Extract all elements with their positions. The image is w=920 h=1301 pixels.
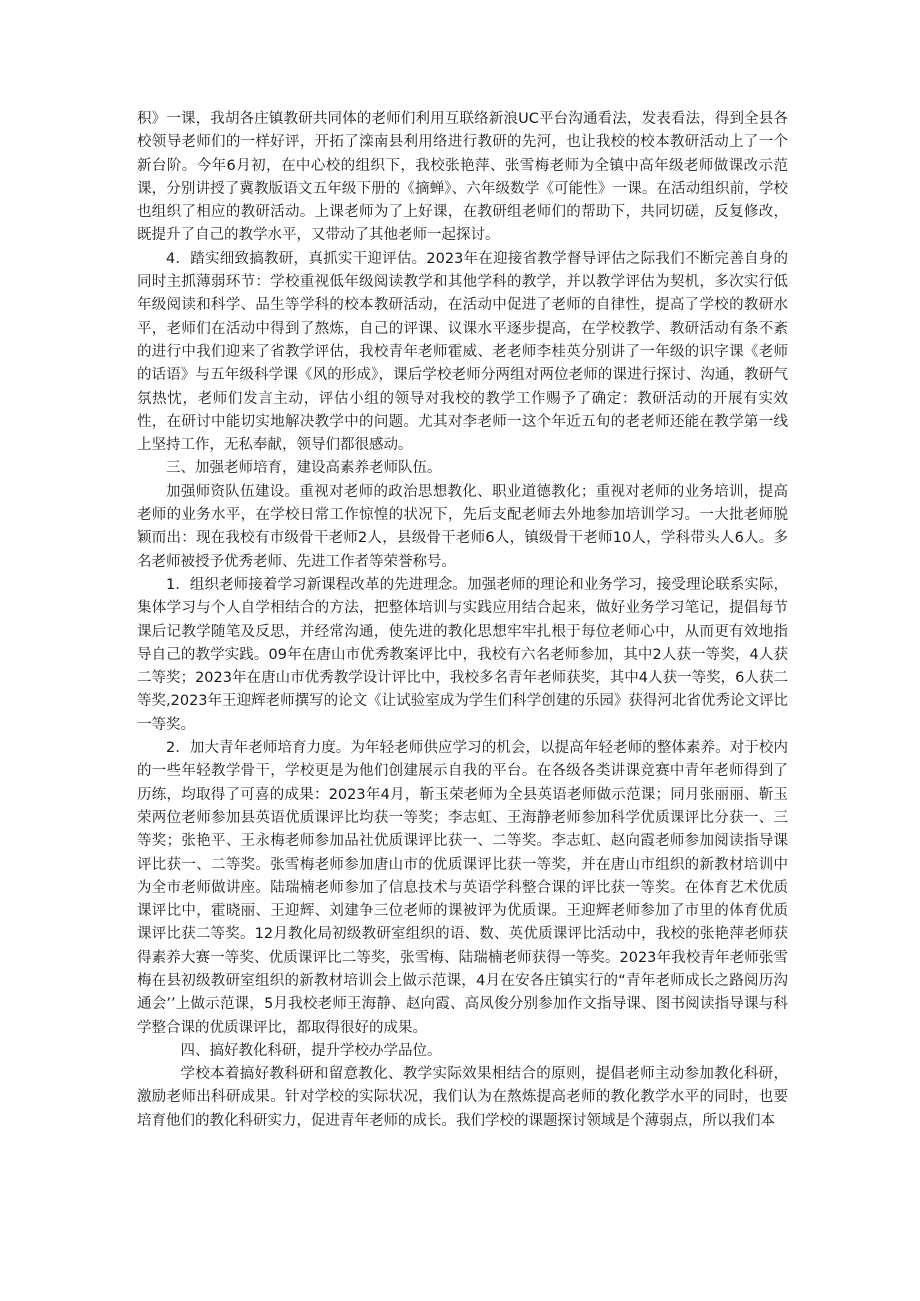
section-heading-research: 四、搞好教化科研，提升学校办学品位。 (180, 1042, 442, 1059)
paragraph-new-curriculum: 1．组织老师接着学习新课程改革的先进理念。加强老师的理论和业务学习，接受理论联系实际，集体学习与个人自学相结合的方法，把整体培训与实践应用结合起来，做好业务学习笔记，提倡每节课后记教学随笔及反思，并经常沟通，使先进的教化思想牢牢扎根于每位老师心中，从而更有效地指导自己的教学实践。09年在唐山市优秀教案评比中，我校有六名老师参加，其中2人获一等奖，4人获二等奖；2023年在唐山市优秀教学设计评比中，我校多名青年老师获奖，其中4人获一等奖，6人获二等奖,2023年王迎辉老师撰写的论文《让试验室成为学生们科学创建的乐园》获得河北省优秀论文评比一等奖。 (137, 576, 788, 733)
paragraph-research-principles: 学校本着搞好教科研和留意教化、教学实际效果相结合的原则，提倡老师主动参加教化科研，激励老师出科研成果。针对学校的实际状况，我们认为在熬炼提高老师的教化教学水平的同时，也要培育他们的教化科研实力，促进青年老师的成长。我们学校的课题探讨领域是个薄弱点，所以我们本 (137, 1066, 788, 1129)
paragraph-continuation: 积》一课，我胡各庄镇教研共同体的老师们利用互联络新浪UC平台沟通看法，发表看法，得到全县各校领导老师们的一样好评，开拓了滦南县利用络进行教研的先河，也让我校的校本教研活动上了一个新台阶。今年6月初，在中心校的组织下，我校张艳萍、张雪梅老师为全镇中高年级老师做课改示范课，分别讲授了冀教版语文五年级下册的《摘蝉》、六年级数学《可能性》一课。在活动组织前，学校也组织了相应的教研活动。上课老师为了上好课，在教研组老师们的帮助下，共同切磋，反复修改，既提升了自己的教学水平，又带动了其他老师一起探讨。 (137, 111, 788, 244)
document-body (137, 108, 788, 1133)
paragraph-teaching-research: 4．踏实细致搞教研，真抓实干迎评估。2023年在迎接省教学督导评估之际我们不断完善自身的同时主抓薄弱环节：学校重视低年级阅读教学和其他学科的教学，并以教学评估为契机，多次实行低年级阅读和科学、品生等学科的校本教研活动，在活动中促进了老师的自律性，提高了学校的教研水平，老师们在活动中得到了熬炼，自己的评课、议课水平逐步提高，在学校教学、教研活动有条不紊的进行中我们迎来了省教学评估，我校青年老师霍威、老老师李桂英分别讲了一年级的识字课《老师的话语》与五年级科学课《风的形成》，课后学校老师分两组对两位老师的课进行探讨、沟通，教研气氛热忱，老师们发言主动，评估小组的领导对我校的教学工作赐予了确定：教研活动的开展有实效性，在研讨中能切实地解决教学中的问题。尤其对李老师一这个年近五旬的老老师还能在教学第一线上坚持工作，无私奉献，领导们都很感动。 (137, 250, 788, 454)
paragraph-young-teachers: 2．加大青年老师培育力度。为年轻老师供应学习的机会，以提高年轻老师的整体素养。对于校内的一些年轻教学骨干，学校更是为他们创建展示自我的平台。在各级各类讲课竞赛中青年老师得到了历练，均取得了可喜的成果：2023年4月，靳玉荣老师为全县英语老师做示范课；同月张丽丽、靳玉荣两位老师参加县英语优质课评比均获一等奖；李志虹、王海静老师参加科学优质课评比分获一、三等奖；张艳平、王永梅老师参加品社优质课评比获一、二等奖。李志虹、赵向霞老师参加阅读指导课评比获一、二等奖。张雪梅老师参加唐山市的优质课评比获一等奖，并在唐山市组织的新教材培训中为全市老师做讲座。陆瑞楠老师参加了信息技术与英语学科整合课的评比获一等奖。在体育艺术优质课评比中，霍晓丽、王迎辉、刘建争三位老师的课被评为优质课。王迎辉老师参加了市里的体育优质课评比获二等奖。12月教化局初级教研室组织的语、数、英优质课评比活动中，我校的张艳萍老师获得素养大赛一等奖、优质课评比二等奖，张雪梅、陆瑞楠老师获得一等奖。2023年我校青年老师张雪梅在县初级教研室组织的新教材培训会上做示范课，4月在安各庄镇实行的“青年老师成长之路阅历沟通会’’上做示范课，5月我校老师王海静、赵向霞、高凤俊分别参加作文指导课、图书阅读指导课与科学整合课的优质课评比，都取得很好的成果。 (137, 740, 788, 1036)
section-heading-teacher-training: 三、加强老师培育，建设高素养老师队伍。 (166, 460, 442, 477)
paragraph-staff-building: 加强师资队伍建设。重视对老师的政治思想教化、职业道德教化；重视对老师的业务培训，提高老师的业务水平，在学校日常工作惊惶的状况下，先后支配老师去外地参加培训学习。一大批老师脱颖而出：现在我校有市级骨干老师2人，县级骨干老师6人，镇级骨干老师10人，学科带头人6人。多名老师被授予优秀老师、先进工作者等荣誉称号。 (137, 483, 788, 570)
